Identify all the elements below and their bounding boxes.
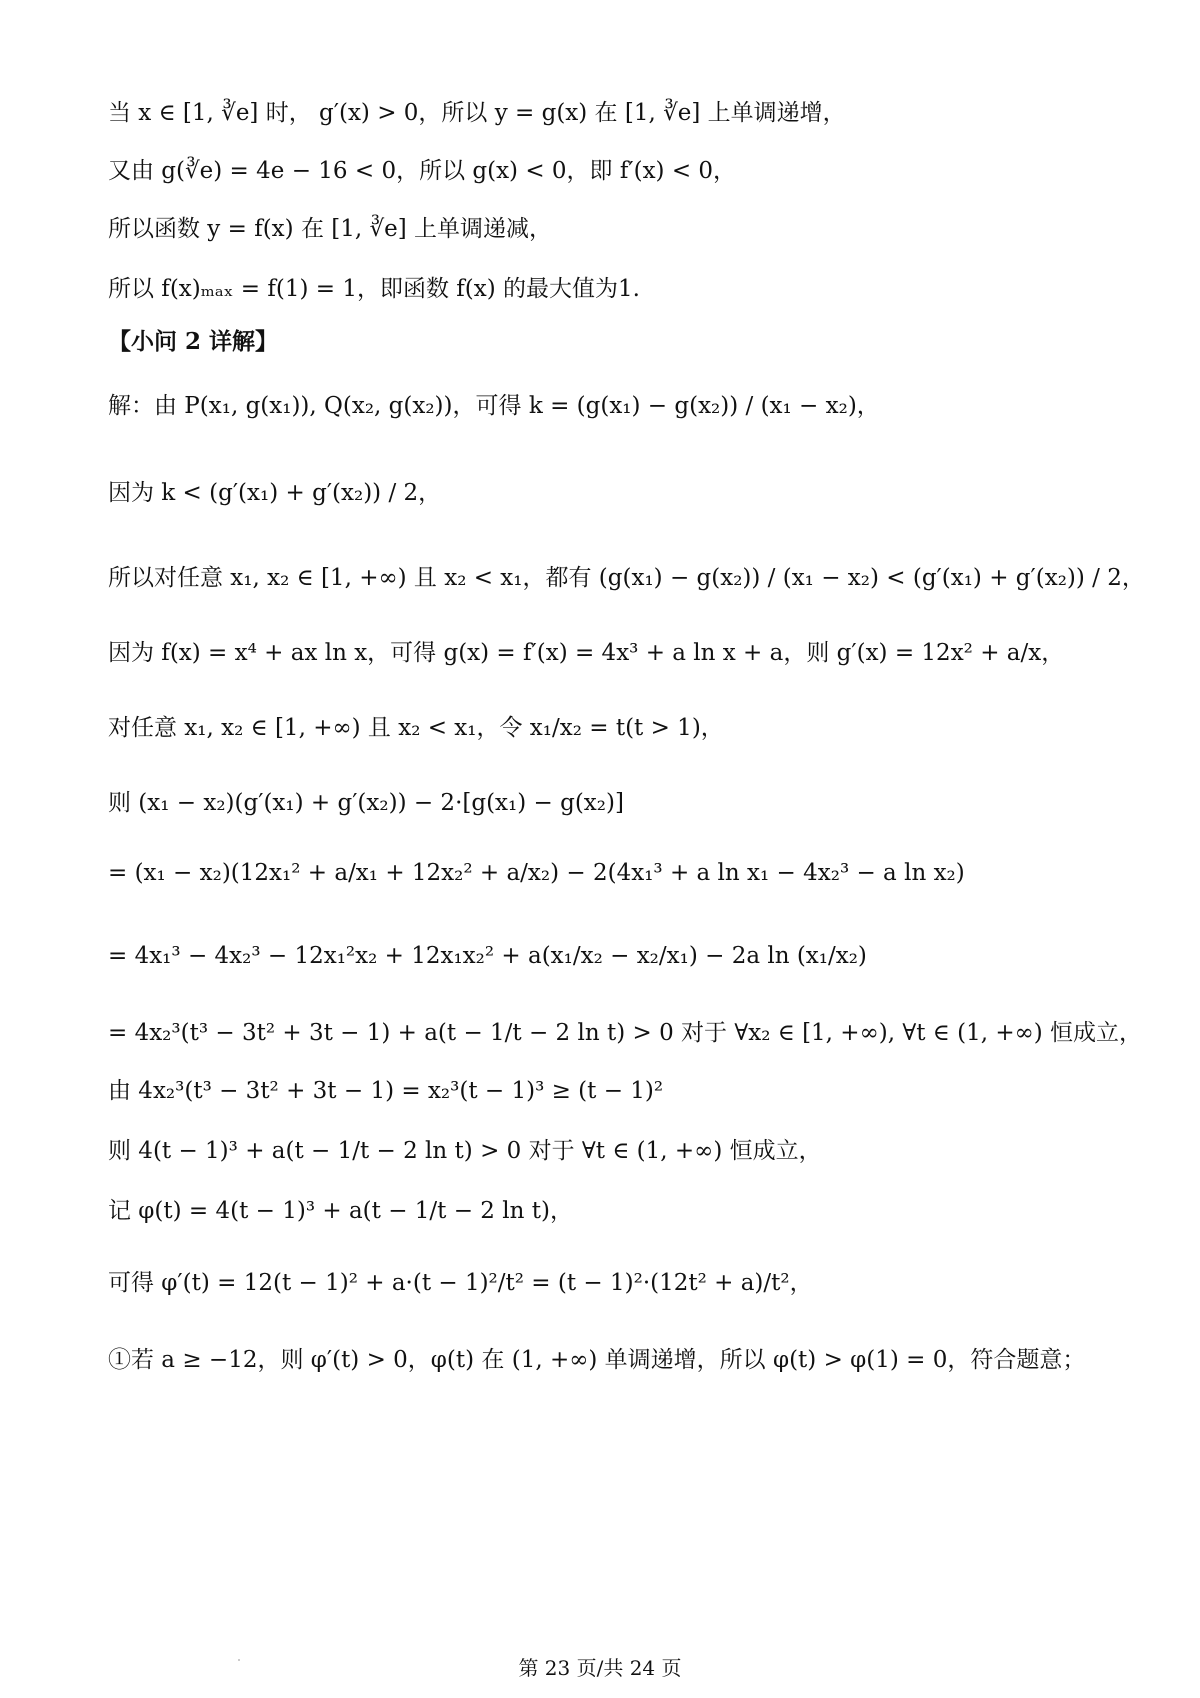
text-line: = 4x₂³(t³ − 3t² + 3t − 1) + a(t − 1/t − 2 ln t) > 0 对于 ∀x₂ ∈ [1, +∞), ∀t ∈ (1, +∞) 恒成立， [108, 1020, 1143, 1046]
text-line: 由 4x₂³(t³ − 3t² + 3t − 1) = x₂³(t − 1)³ ≥ (t − 1)² [108, 1078, 664, 1104]
section-heading: 【小问 2 详解】 [108, 328, 279, 355]
text-line: 所以对任意 x₁, x₂ ∈ [1, +∞) 且 x₂ < x₁，都有 (g(x₁) − g(x₂)) / (x₁ − x₂) < (g′(x₁) + g′(x₂)) / 2， [108, 565, 1145, 591]
text-line: 则 (x₁ − x₂)(g′(x₁) + g′(x₂)) − 2·[g(x₁) − g(x₂)] [108, 790, 624, 816]
text-line: 解：由 P(x₁, g(x₁)), Q(x₂, g(x₂))，可得 k = (g(x₁) − g(x₂)) / (x₁ − x₂)， [108, 393, 880, 419]
page-footer: 第 23 页/共 24 页 [518, 1656, 682, 1680]
text-line: 对任意 x₁, x₂ ∈ [1, +∞) 且 x₂ < x₁，令 x₁/x₂ = t(t > 1)， [108, 715, 724, 741]
text-line: 记 φ(t) = 4(t − 1)³ + a(t − 1/t − 2 ln t)， [108, 1198, 573, 1224]
text-line: 可得 φ′(t) = 12(t − 1)² + a·(t − 1)²/t² = (t − 1)²·(12t² + a)/t²， [108, 1270, 813, 1296]
text-line: = 4x₁³ − 4x₂³ − 12x₁²x₂ + 12x₁x₂² + a(x₁/x₂ − x₂/x₁) − 2a ln (x₁/x₂) [108, 943, 867, 969]
text-line: 则 4(t − 1)³ + a(t − 1/t − 2 ln t) > 0 对于 ∀t ∈ (1, +∞) 恒成立， [108, 1138, 822, 1164]
text-line: 因为 f(x) = x⁴ + ax ln x，可得 g(x) = f′(x) = 4x³ + a ln x + a，则 g′(x) = 12x² + a/x， [108, 640, 1065, 666]
text-line: 所以函数 y = f(x) 在 [1, ∛e] 上单调递减， [108, 216, 553, 242]
text-line: = (x₁ − x₂)(12x₁² + a/x₁ + 12x₂² + a/x₂) − 2(4x₁³ + a ln x₁ − 4x₂³ − a ln x₂) [108, 860, 965, 886]
text-line: 当 x ∈ [1, ∛e] 时， g′(x) > 0，所以 y = g(x) 在 [1, ∛e] 上单调递增， [108, 100, 846, 126]
text-line: ①若 a ≥ −12，则 φ′(t) > 0，φ(t) 在 (1, +∞) 单调递增，所以 φ(t) > φ(1) = 0，符合题意； [108, 1347, 1086, 1373]
text-line: 所以 f(x)ₘₐₓ = f(1) = 1，即函数 f(x) 的最大值为1. [108, 276, 640, 302]
text-line: 又由 g(∛e) = 4e − 16 < 0，所以 g(x) < 0，即 f′(x) < 0， [108, 158, 737, 184]
text-line: 因为 k < (g′(x₁) + g′(x₂)) / 2， [108, 480, 442, 506]
